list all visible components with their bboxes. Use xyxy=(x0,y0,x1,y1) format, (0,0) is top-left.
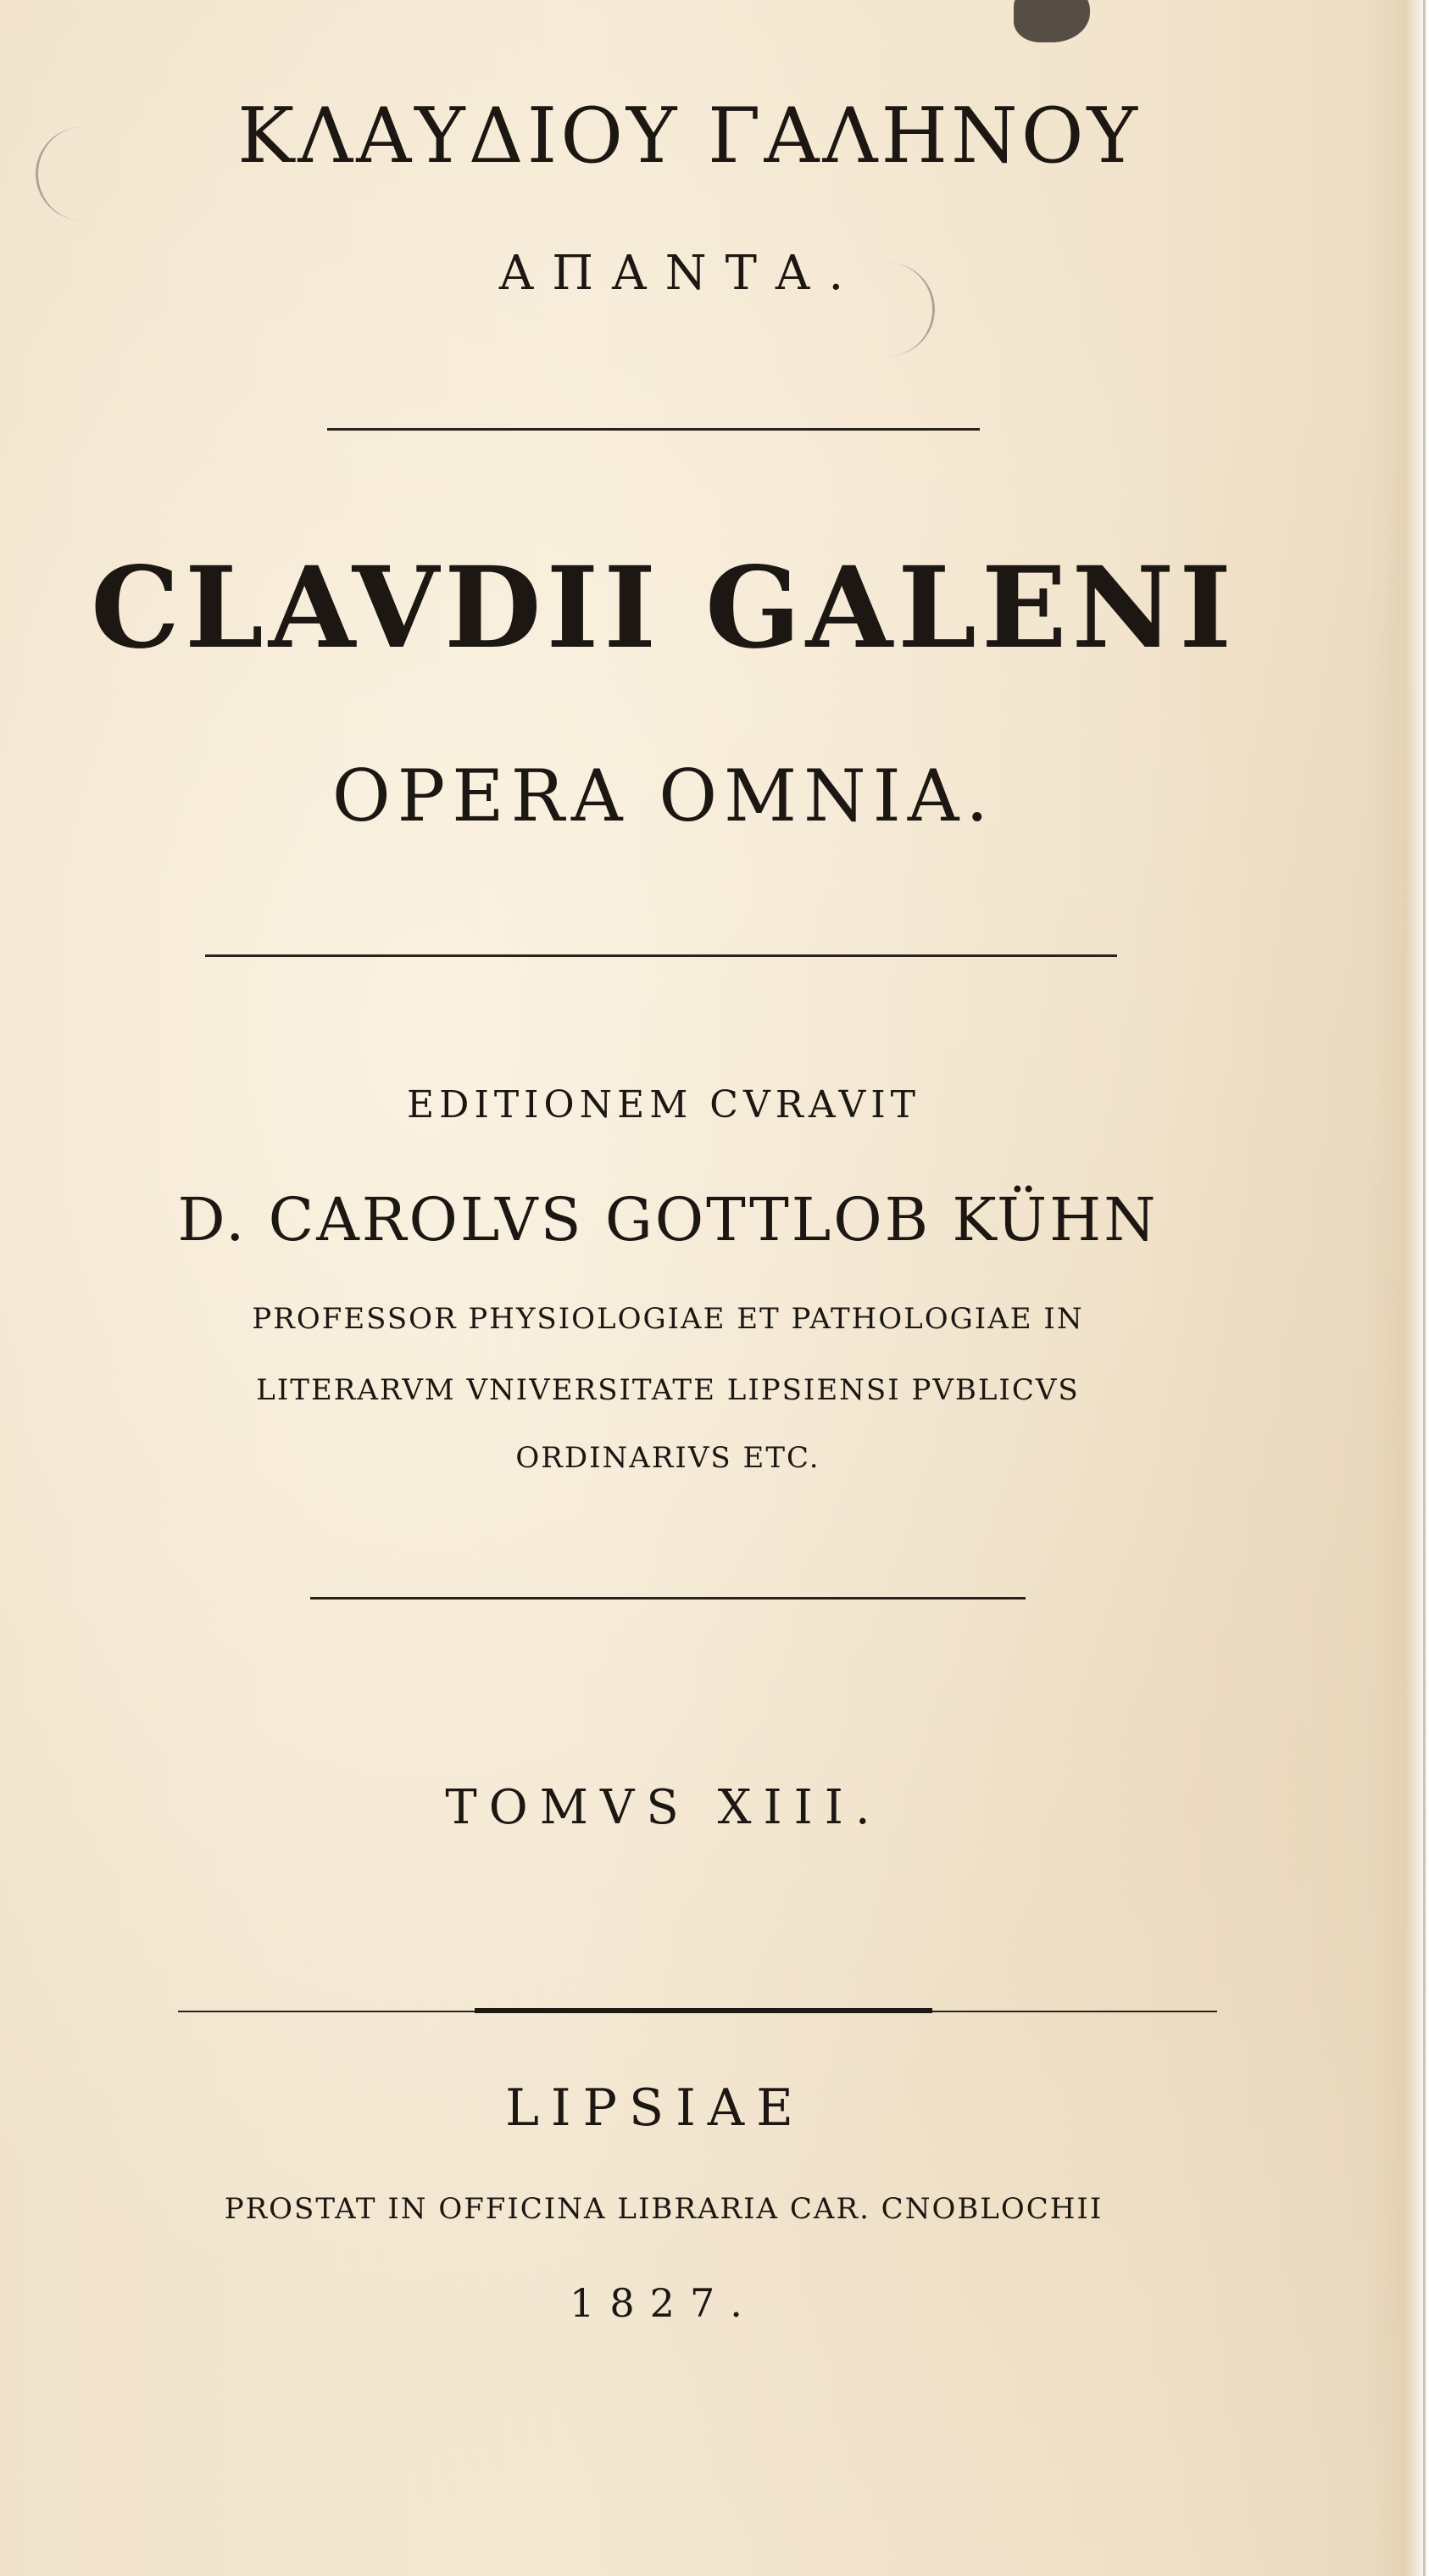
divider-rule-4-thick xyxy=(475,2008,932,2013)
latin-subtitle: OPERA OMNIA. xyxy=(331,754,996,837)
editor-description-line-2: LITERARVM VNIVERSITATE LIPSIENSI PVBLICVS xyxy=(256,1373,1080,1407)
imprint-city: LIPSIAE xyxy=(505,2078,805,2138)
editor-description-line-3: ORDINARIVS ETC. xyxy=(515,1441,820,1475)
latin-title: CLAVDII GALENI xyxy=(91,542,1237,674)
greek-subtitle: ΑΠΑΝΤΑ. xyxy=(498,246,863,301)
editor-description-line-1: PROFESSOR PHYSIOLOGIAE ET PATHOLOGIAE IN xyxy=(252,1302,1084,1336)
editor-name: D. CAROLVS GOTTLOB KÜHN xyxy=(177,1185,1159,1255)
page-edge-shadow xyxy=(1370,0,1429,2576)
imprint-publisher: PROSTAT IN OFFICINA LIBRARIA CAR. CNOBLOCHII xyxy=(224,2192,1104,2226)
divider-rule-3 xyxy=(310,1597,1026,1600)
divider-rule-1 xyxy=(327,428,980,431)
page-edge-line xyxy=(1423,0,1426,2576)
greek-title: ΚΛΑΥΔΙΟΥ ΓΑΛΗΝΟΥ xyxy=(237,92,1141,181)
imprint-year: 1827. xyxy=(570,2280,758,2326)
divider-rule-2 xyxy=(205,954,1117,957)
editor-label: EDITIONEM CVRAVIT xyxy=(407,1083,920,1127)
volume-number: TOMVS XIII. xyxy=(445,1780,882,1835)
ink-stamp-fragment xyxy=(1014,0,1090,53)
